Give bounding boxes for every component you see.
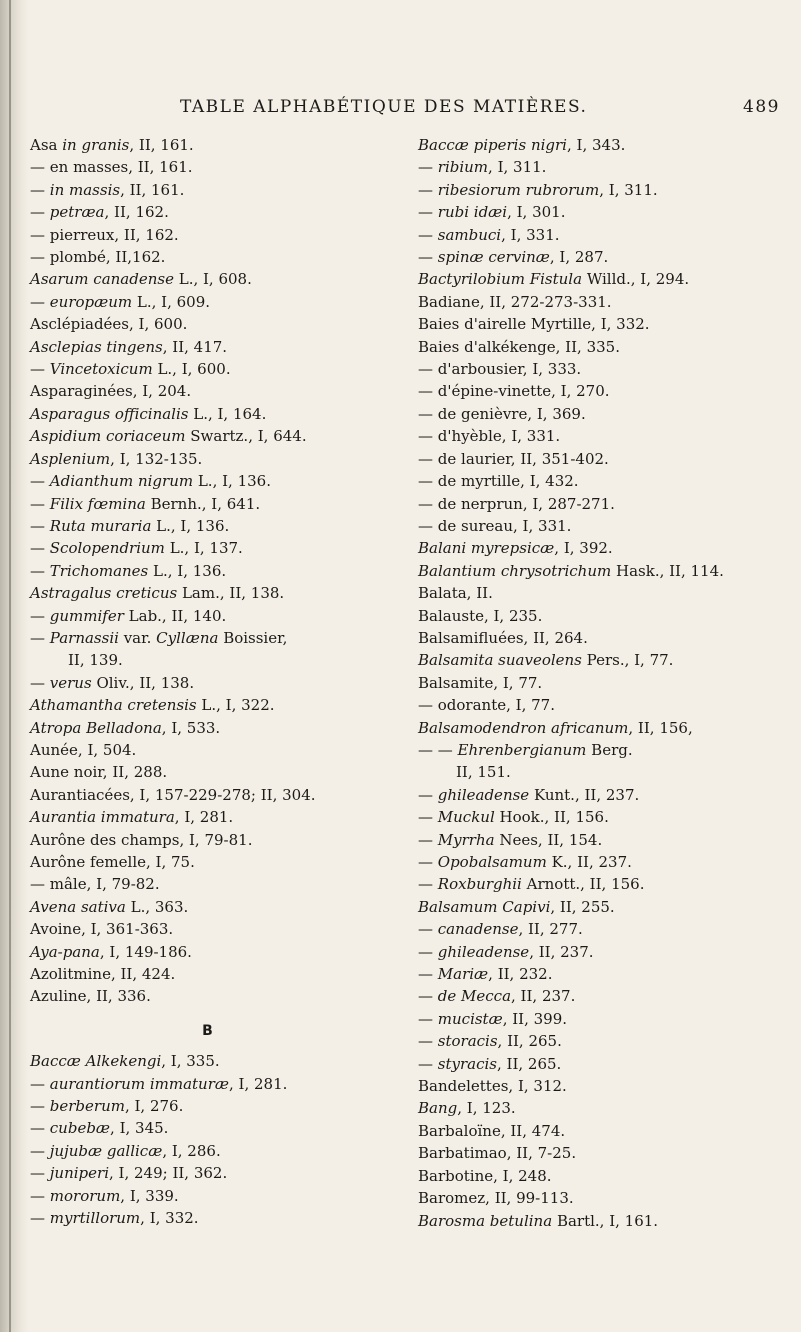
index-entry (30, 761, 385, 783)
index-entry (30, 1117, 385, 1139)
index-entry (30, 493, 385, 515)
entry-term-italic: Asplenium (30, 449, 111, 468)
index-entry-continuation (30, 649, 385, 671)
index-entry (418, 829, 773, 851)
index-entry (30, 380, 385, 402)
entry-text: Balsamite, I, 77. (418, 673, 543, 692)
index-entry (30, 918, 385, 940)
entry-text: Nees, II, 154. (494, 830, 603, 849)
entry-text: L., I, 136. (193, 472, 271, 491)
index-entry (30, 1095, 385, 1117)
index-entry (418, 717, 773, 739)
entry-text: Aurône des champs, I, 79-81. (30, 830, 253, 849)
index-entry (418, 784, 773, 806)
entry-term-italic: Aurantia immatura (30, 808, 175, 827)
index-entry (418, 1187, 773, 1209)
index-entry (30, 425, 385, 447)
index-entry (30, 246, 385, 268)
entry-term-italic: Adianthum nigrum (49, 472, 194, 491)
index-entry (30, 605, 385, 627)
entry-term-italic: styracis (437, 1054, 497, 1073)
entry-term-italic: verus (49, 673, 92, 692)
entry-text: Balauste, I, 235. (418, 606, 543, 625)
entry-text: — (418, 965, 438, 984)
entry-term-italic: Ruta muraria (49, 516, 152, 535)
entry-term-italic: Barosma betulina (418, 1211, 553, 1230)
entry-text: — (30, 1209, 50, 1228)
entry-text: — (30, 494, 50, 513)
index-entry (30, 851, 385, 873)
entry-text: Aunée, I, 504. (30, 740, 137, 759)
entry-text: — (418, 225, 438, 244)
entry-text: — (418, 942, 438, 961)
index-entry (30, 560, 385, 582)
index-entry (30, 403, 385, 425)
entry-term-italic: Aspidium coriaceum (30, 427, 186, 446)
entry-text: , I, 343. (566, 136, 626, 154)
index-entry (30, 470, 385, 492)
entry-text: Azuline, II, 336. (30, 987, 151, 1006)
entry-text: , I, 286. (162, 1141, 221, 1160)
index-entry (418, 1008, 773, 1030)
index-entry (418, 448, 773, 470)
entry-text: , II, 417. (162, 337, 228, 356)
index-entry (30, 672, 385, 694)
index-entry (418, 560, 773, 582)
entry-term-italic: Atropa Belladona (30, 718, 162, 737)
entry-text: , II, 265. (497, 1032, 562, 1051)
entry-term-italic: aurantiorum immaturæ (49, 1074, 229, 1093)
entry-term-italic: Myrrha (437, 830, 495, 849)
index-entry (30, 1073, 385, 1095)
entry-text: , I, 332. (140, 1209, 199, 1228)
index-entry (418, 134, 773, 156)
entry-term-italic: Cyllæna (156, 628, 219, 647)
entry-text: — (418, 830, 438, 849)
entry-text: — (418, 785, 438, 804)
entry-text: — (30, 606, 50, 625)
entry-term-italic: Avena sativa (30, 897, 126, 916)
entry-term-italic: Opobalsamum (437, 853, 547, 871)
page-binding-edge (0, 0, 28, 1332)
entry-term-italic: in granis (62, 136, 130, 154)
index-entry (418, 470, 773, 492)
entry-text: , I, 335. (161, 1052, 220, 1071)
entry-text: , II, 277. (518, 920, 583, 939)
entry-text: Balsamifluées, II, 264. (418, 628, 588, 647)
entry-text: L., I, 600. (152, 360, 231, 379)
index-entry (30, 515, 385, 537)
entry-text: , I, 281. (174, 808, 234, 827)
entry-text: — mâle, I, 79-82. (30, 875, 160, 894)
entry-text: — (418, 248, 438, 267)
entry-text: — (30, 472, 50, 491)
index-entry (30, 224, 385, 246)
index-entry (418, 1165, 773, 1187)
index-entry (418, 380, 773, 402)
index-entry (30, 313, 385, 335)
entry-term-italic: ghileadense (437, 785, 530, 804)
entry-text: Bandelettes, I, 312. (418, 1077, 567, 1096)
entry-term-italic: Balsamita suaveolens (418, 651, 582, 670)
index-entry (30, 985, 385, 1007)
index-entry (30, 896, 385, 918)
entry-term-italic: Parnassii (49, 628, 119, 647)
entry-term-italic: ghileadense (437, 942, 530, 961)
index-entry (418, 582, 773, 604)
entry-term-italic: mucistæ (437, 1009, 503, 1028)
entry-text: — d'épine-vinette, I, 270. (418, 382, 610, 401)
entry-text: Baies d'alkékenge, II, 335. (418, 337, 620, 356)
entry-text: — (30, 628, 50, 647)
entry-text: — (30, 539, 50, 558)
index-entry (30, 358, 385, 380)
entry-term-italic: Balsamum Capivi (418, 897, 551, 916)
section-letter (30, 1020, 385, 1042)
entry-text: — d'hyèble, I, 331. (418, 427, 561, 446)
entry-text: II, 151. (456, 763, 511, 782)
entry-text: , I, 392. (554, 539, 613, 558)
entry-text: L., I, 608. (173, 270, 252, 289)
index-entry (418, 179, 773, 201)
index-entry (418, 224, 773, 246)
entry-term-italic: gummifer (49, 606, 124, 625)
index-entry (418, 941, 773, 963)
entry-text: — (418, 920, 438, 939)
index-entry (418, 268, 773, 290)
entry-text: Lam., II, 138. (177, 584, 285, 603)
entry-text: , I, 533. (161, 718, 221, 737)
index-entry (418, 806, 773, 828)
index-entry (418, 537, 773, 559)
entry-term-italic: Asclepias tingens (30, 337, 163, 356)
index-entry-continuation (418, 761, 773, 783)
index-entry (30, 739, 385, 761)
index-entry (418, 493, 773, 515)
index-entry (30, 582, 385, 604)
index-entry (418, 1097, 773, 1119)
entry-text: Hook., II, 156. (494, 808, 609, 827)
entry-term-italic: jujubæ gallicæ (49, 1141, 163, 1160)
entry-term-italic: juniperi (49, 1164, 109, 1183)
entry-text: — de laurier, II, 351-402. (418, 449, 609, 468)
entry-text: , I, 276. (124, 1097, 184, 1116)
entry-term-italic: Baccæ piperis nigri (418, 136, 567, 154)
index-entry (418, 1030, 773, 1052)
left-column (30, 134, 385, 1230)
entry-term-italic: Balani myrepsicæ (418, 539, 555, 558)
entry-text: , I, 149-186. (99, 942, 192, 961)
entry-text: — (418, 203, 438, 222)
entry-term-italic: canadense (437, 920, 519, 939)
index-entry (418, 873, 773, 895)
entry-text: , II, 232. (488, 965, 553, 984)
index-entry (418, 336, 773, 358)
entry-text: — (30, 1119, 50, 1138)
entry-text: — (418, 1054, 438, 1073)
index-entry (30, 963, 385, 985)
entry-text: — de myrtille, I, 432. (418, 472, 579, 491)
index-entry (418, 672, 773, 694)
entry-text: — odorante, I, 77. (418, 696, 555, 715)
entry-text: L., I, 322. (196, 696, 275, 715)
index-entry (418, 246, 773, 268)
entry-text: Barbatimao, II, 7-25. (418, 1144, 577, 1163)
entry-term-italic: Balantium chrysotrichum (418, 561, 612, 580)
entry-text: , II, 237. (529, 942, 594, 961)
index-entry (418, 1075, 773, 1097)
entry-text: — (30, 516, 50, 535)
entry-term-italic: europæum (49, 292, 133, 311)
index-entry (30, 291, 385, 313)
index-entry (30, 941, 385, 963)
index-entry (418, 1210, 773, 1232)
entry-text: Aurantiacées, I, 157-229-278; II, 304. (30, 785, 316, 804)
entry-text: L., I, 137. (164, 539, 243, 558)
entry-term-italic: Filix fœmina (49, 494, 146, 513)
entry-text: , I, 345. (110, 1119, 169, 1138)
entry-text: Asa (30, 136, 63, 154)
entry-term-italic: Baccæ Alkekengi (30, 1052, 162, 1071)
entry-text: , II, 265. (497, 1054, 562, 1073)
entry-term-italic: spinæ cervinæ (437, 248, 550, 267)
entry-term-italic: petræa (49, 203, 105, 222)
entry-term-italic: rubi idæi (437, 203, 508, 222)
index-entry (30, 201, 385, 223)
entry-text: L., I, 136. (148, 561, 227, 580)
index-entry (30, 156, 385, 178)
entry-text: , II, 399. (502, 1009, 568, 1028)
entry-text: Arnott., II, 156. (521, 875, 645, 894)
entry-text: L., I, 136. (151, 516, 230, 535)
index-entry (418, 896, 773, 918)
entry-text: — (30, 1097, 50, 1116)
index-entry (30, 873, 385, 895)
index-entry (418, 605, 773, 627)
entry-text: — (30, 673, 50, 692)
entry-text: — plombé, II,162. (30, 248, 166, 267)
index-entry (30, 1140, 385, 1162)
entry-text: Baies d'airelle Myrtille, I, 332. (418, 315, 650, 334)
entry-text: Baromez, II, 99-113. (418, 1189, 574, 1208)
entry-text: , I, 301. (507, 203, 566, 222)
index-entry (30, 268, 385, 290)
index-entry (418, 739, 773, 761)
entry-text: Balata, II. (418, 584, 493, 603)
entry-text: , I, 311. (599, 180, 658, 199)
entry-text: Berg. (586, 740, 633, 759)
entry-text: Avoine, I, 361-363. (30, 920, 174, 939)
entry-text: var. (118, 628, 157, 647)
entry-term-italic: storacis (437, 1032, 498, 1051)
entry-term-italic: Aya-pana (30, 942, 100, 961)
index-entry (30, 1185, 385, 1207)
entry-term-italic: cubebæ (49, 1119, 111, 1138)
entry-text: — (30, 1164, 50, 1183)
entry-term-italic: mororum (49, 1186, 121, 1205)
entry-term-italic: de Mecca (437, 987, 512, 1006)
entry-term-italic: ribesiorum rubrorum (437, 180, 600, 199)
entry-text: , I, 132-135. (110, 449, 203, 468)
page-number: 489 (743, 97, 780, 117)
entry-text: — (418, 158, 438, 177)
index-entry (30, 627, 385, 649)
entry-text: B (202, 1022, 213, 1039)
entry-text: , II, 161. (120, 180, 185, 199)
entry-text: — (418, 875, 438, 894)
entry-text: — (418, 1009, 438, 1028)
entry-text: , I, 287. (549, 248, 609, 267)
index-entry (418, 694, 773, 716)
index-entry (418, 358, 773, 380)
entry-term-italic: Trichomanes (49, 561, 149, 580)
entry-text: , I, 123. (457, 1099, 516, 1118)
index-entry (418, 515, 773, 537)
entry-text: , I, 311. (488, 158, 547, 177)
entry-text: Willd., I, 294. (582, 270, 690, 289)
entry-term-italic: Muckul (437, 808, 495, 827)
index-entry (418, 1120, 773, 1142)
entry-text: Asparaginées, I, 204. (30, 382, 192, 401)
index-entry (30, 1050, 385, 1072)
entry-text: — en masses, II, 161. (30, 158, 193, 177)
index-entry (418, 918, 773, 940)
entry-term-italic: Asarum canadense (30, 270, 174, 289)
index-entry (30, 694, 385, 716)
entry-text: , I, 339. (120, 1186, 179, 1205)
entry-text: L., I, 164. (188, 404, 267, 423)
entry-text: — (30, 1141, 50, 1160)
entry-text: — (418, 853, 438, 871)
index-entry (30, 1162, 385, 1184)
entry-text: — de genièvre, I, 369. (418, 404, 586, 423)
entry-text: Oliv., II, 138. (91, 673, 195, 692)
entry-text: — (30, 360, 50, 379)
entry-text: Barbaloïne, II, 474. (418, 1121, 566, 1140)
index-entry (418, 425, 773, 447)
entry-text: Boissier, (218, 628, 288, 647)
entry-text: Kunt., II, 237. (529, 785, 640, 804)
entry-term-italic: Mariæ (437, 965, 489, 984)
entry-term-italic: Vincetoxicum (49, 360, 153, 379)
entry-text: — (30, 561, 50, 580)
entry-text: — (30, 1186, 50, 1205)
entry-text: — (418, 1032, 438, 1051)
entry-term-italic: Balsamodendron africanum (418, 718, 629, 737)
index-entry (30, 1207, 385, 1229)
entry-text: Lab., II, 140. (123, 606, 227, 625)
index-entry (418, 403, 773, 425)
running-header (180, 92, 780, 122)
index-entry (30, 448, 385, 470)
right-column (418, 134, 773, 1232)
index-entry (418, 156, 773, 178)
entry-text: , II, 162. (104, 203, 169, 222)
entry-text: Aurône femelle, I, 75. (30, 853, 195, 871)
index-entry (30, 806, 385, 828)
entry-term-italic: ribium (437, 158, 489, 177)
index-entry (30, 336, 385, 358)
entry-text: — (30, 1074, 50, 1093)
entry-text: Hask., II, 114. (611, 561, 724, 580)
index-entry (418, 1053, 773, 1075)
entry-text: , II, 156, (628, 718, 693, 737)
index-entry (30, 134, 385, 156)
entry-text: — pierreux, II, 162. (30, 225, 179, 244)
index-entry (418, 851, 773, 873)
entry-text: II, 139. (68, 651, 123, 670)
entry-term-italic: Athamantha cretensis (30, 696, 197, 715)
entry-text: — (30, 180, 50, 199)
entry-text: , II, 161. (129, 136, 194, 154)
index-entry (30, 717, 385, 739)
index-entry (418, 963, 773, 985)
entry-text: Azolitmine, II, 424. (30, 965, 176, 984)
entry-term-italic: in massis (49, 180, 121, 199)
entry-text: — (30, 203, 50, 222)
entry-term-italic: Ehrenbergianum (457, 740, 587, 759)
entry-text: — (30, 292, 50, 311)
entry-text: , II, 237. (511, 987, 576, 1006)
entry-text: Bernh., I, 641. (145, 494, 261, 513)
entry-term-italic: Bang (418, 1099, 458, 1118)
entry-text: — de nerprun, I, 287-271. (418, 494, 615, 513)
index-entry (30, 784, 385, 806)
index-entry (418, 985, 773, 1007)
entry-text: Asclépiadées, I, 600. (30, 315, 188, 334)
page-title: TABLE ALPHABÉTIQUE DES MATIÈRES. (180, 97, 588, 117)
entry-term-italic: Roxburghii (437, 875, 522, 894)
entry-text: , I, 281. (228, 1074, 288, 1093)
index-entry (30, 179, 385, 201)
entry-text: K., II, 237. (546, 853, 632, 871)
entry-term-italic: Scolopendrium (49, 539, 165, 558)
entry-term-italic: Astragalus creticus (30, 584, 178, 603)
entry-text: , I, 249; II, 362. (109, 1164, 228, 1183)
entry-term-italic: Asparagus officinalis (30, 404, 189, 423)
entry-text: — (418, 987, 438, 1006)
entry-text: Pers., I, 77. (581, 651, 674, 670)
entry-text: — d'arbousier, I, 333. (418, 360, 582, 379)
entry-term-italic: berberum (49, 1097, 125, 1116)
index-entry (418, 1142, 773, 1164)
index-entry (418, 313, 773, 335)
entry-text: — (418, 180, 438, 199)
index-entry (30, 829, 385, 851)
entry-text: Badiane, II, 272-273-331. (418, 292, 612, 311)
index-entry (418, 627, 773, 649)
entry-text: — — (418, 740, 458, 759)
index-entry (418, 291, 773, 313)
entry-term-italic: myrtillorum (49, 1209, 141, 1228)
index-entry (418, 201, 773, 223)
entry-text: Barbotine, I, 248. (418, 1166, 552, 1185)
entry-term-italic: sambuci (437, 225, 502, 244)
entry-text: Aune noir, II, 288. (30, 763, 168, 782)
entry-text: L., 363. (125, 897, 189, 916)
entry-text: — de sureau, I, 331. (418, 516, 572, 535)
entry-text: — (418, 808, 438, 827)
entry-text: Bartl., I, 161. (552, 1211, 659, 1230)
index-entry (30, 537, 385, 559)
entry-text: Swartz., I, 644. (185, 427, 307, 446)
entry-term-italic: Bactyrilobium Fistula (418, 270, 583, 289)
entry-text: L., I, 609. (132, 292, 211, 311)
index-entry (418, 649, 773, 671)
entry-text: , II, 255. (550, 897, 615, 916)
entry-text: , I, 331. (501, 225, 560, 244)
